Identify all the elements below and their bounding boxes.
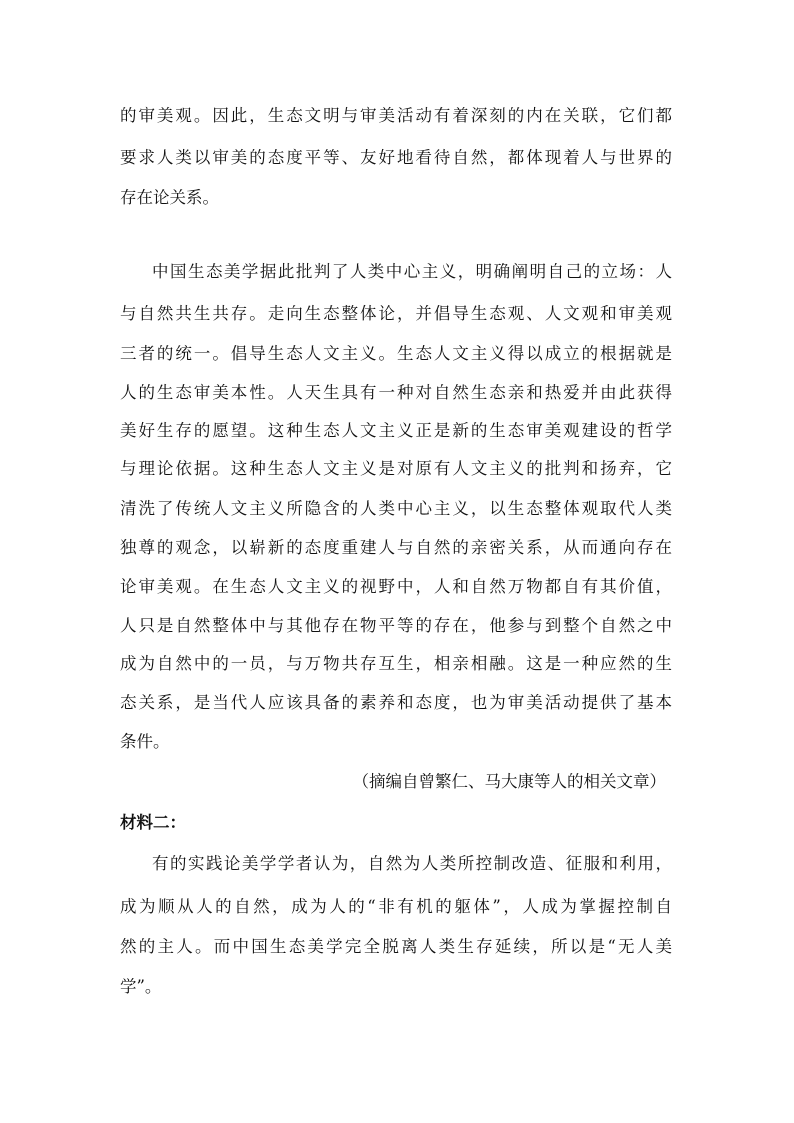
paragraph-2-line-12: 态关系，是当代人应该具备的素养和态度，也为审美活动提供了基本 bbox=[120, 693, 672, 712]
material-2-line-4: 学”。 bbox=[120, 977, 162, 996]
material-2-line-3: 然的主人。而中国生态美学完全脱离人类生存延续，所以是“无人美 bbox=[120, 937, 672, 956]
material-2-heading: 材料二： bbox=[120, 813, 186, 832]
paragraph-2-line-6: 与理论依据。这种生态人文主义是对原有人文主义的批判和扬弃，它 bbox=[120, 459, 672, 478]
paragraph-1-line-2: 要求人类以审美的态度平等、友好地看待自然，都体现着人与世界的 bbox=[120, 148, 672, 167]
material-2-line-1: 有的实践论美学学者认为，自然为人类所控制改造、征服和利用， bbox=[152, 854, 672, 873]
paragraph-2-line-10: 人只是自然整体中与其他存在物平等的存在，他参与到整个自然之中 bbox=[120, 616, 672, 635]
material-2-line-2: 成为顺从人的自然，成为人的“非有机的躯体”，人成为掌握控制自 bbox=[120, 897, 672, 916]
paragraph-2-line-7: 清洗了传统人文主义所隐含的人类中心主义，以生态整体观取代人类 bbox=[120, 499, 672, 518]
paragraph-2-line-3: 三者的统一。倡导生态人文主义。生态人文主义得以成立的根据就是 bbox=[120, 344, 672, 363]
paragraph-2-line-2: 与自然共生共存。走向生态整体论，并倡导生态观、人文观和审美观 bbox=[120, 304, 672, 323]
paragraph-2-line-11: 成为自然中的一员，与万物共存互生，相亲相融。这是一种应然的生 bbox=[120, 654, 672, 673]
source-attribution: （摘编自曾繁仁、马大康等人的相关文章） bbox=[352, 772, 666, 791]
paragraph-1-line-1: 的审美观。因此，生态文明与审美活动有着深刻的内在关联，它们都 bbox=[120, 106, 672, 125]
paragraph-2-line-1: 中国生态美学据此批判了人类中心主义，明确阐明自己的立场：人 bbox=[152, 262, 672, 281]
paragraph-2-line-8: 独尊的观念，以崭新的态度重建人与自然的亲密关系，从而通向存在 bbox=[120, 538, 672, 557]
paragraph-2-line-4: 人的生态审美本性。人天生具有一种对自然生态亲和热爱并由此获得 bbox=[120, 383, 672, 402]
paragraph-2-line-13: 条件。 bbox=[120, 732, 170, 751]
paragraph-1-line-3: 存在论关系。 bbox=[120, 188, 219, 207]
paragraph-2-line-5: 美好生存的愿望。这种生态人文主义正是新的生态审美观建设的哲学 bbox=[120, 421, 672, 440]
paragraph-2-line-9: 论审美观。在生态人文主义的视野中，人和自然万物都自有其价值， bbox=[120, 577, 672, 596]
